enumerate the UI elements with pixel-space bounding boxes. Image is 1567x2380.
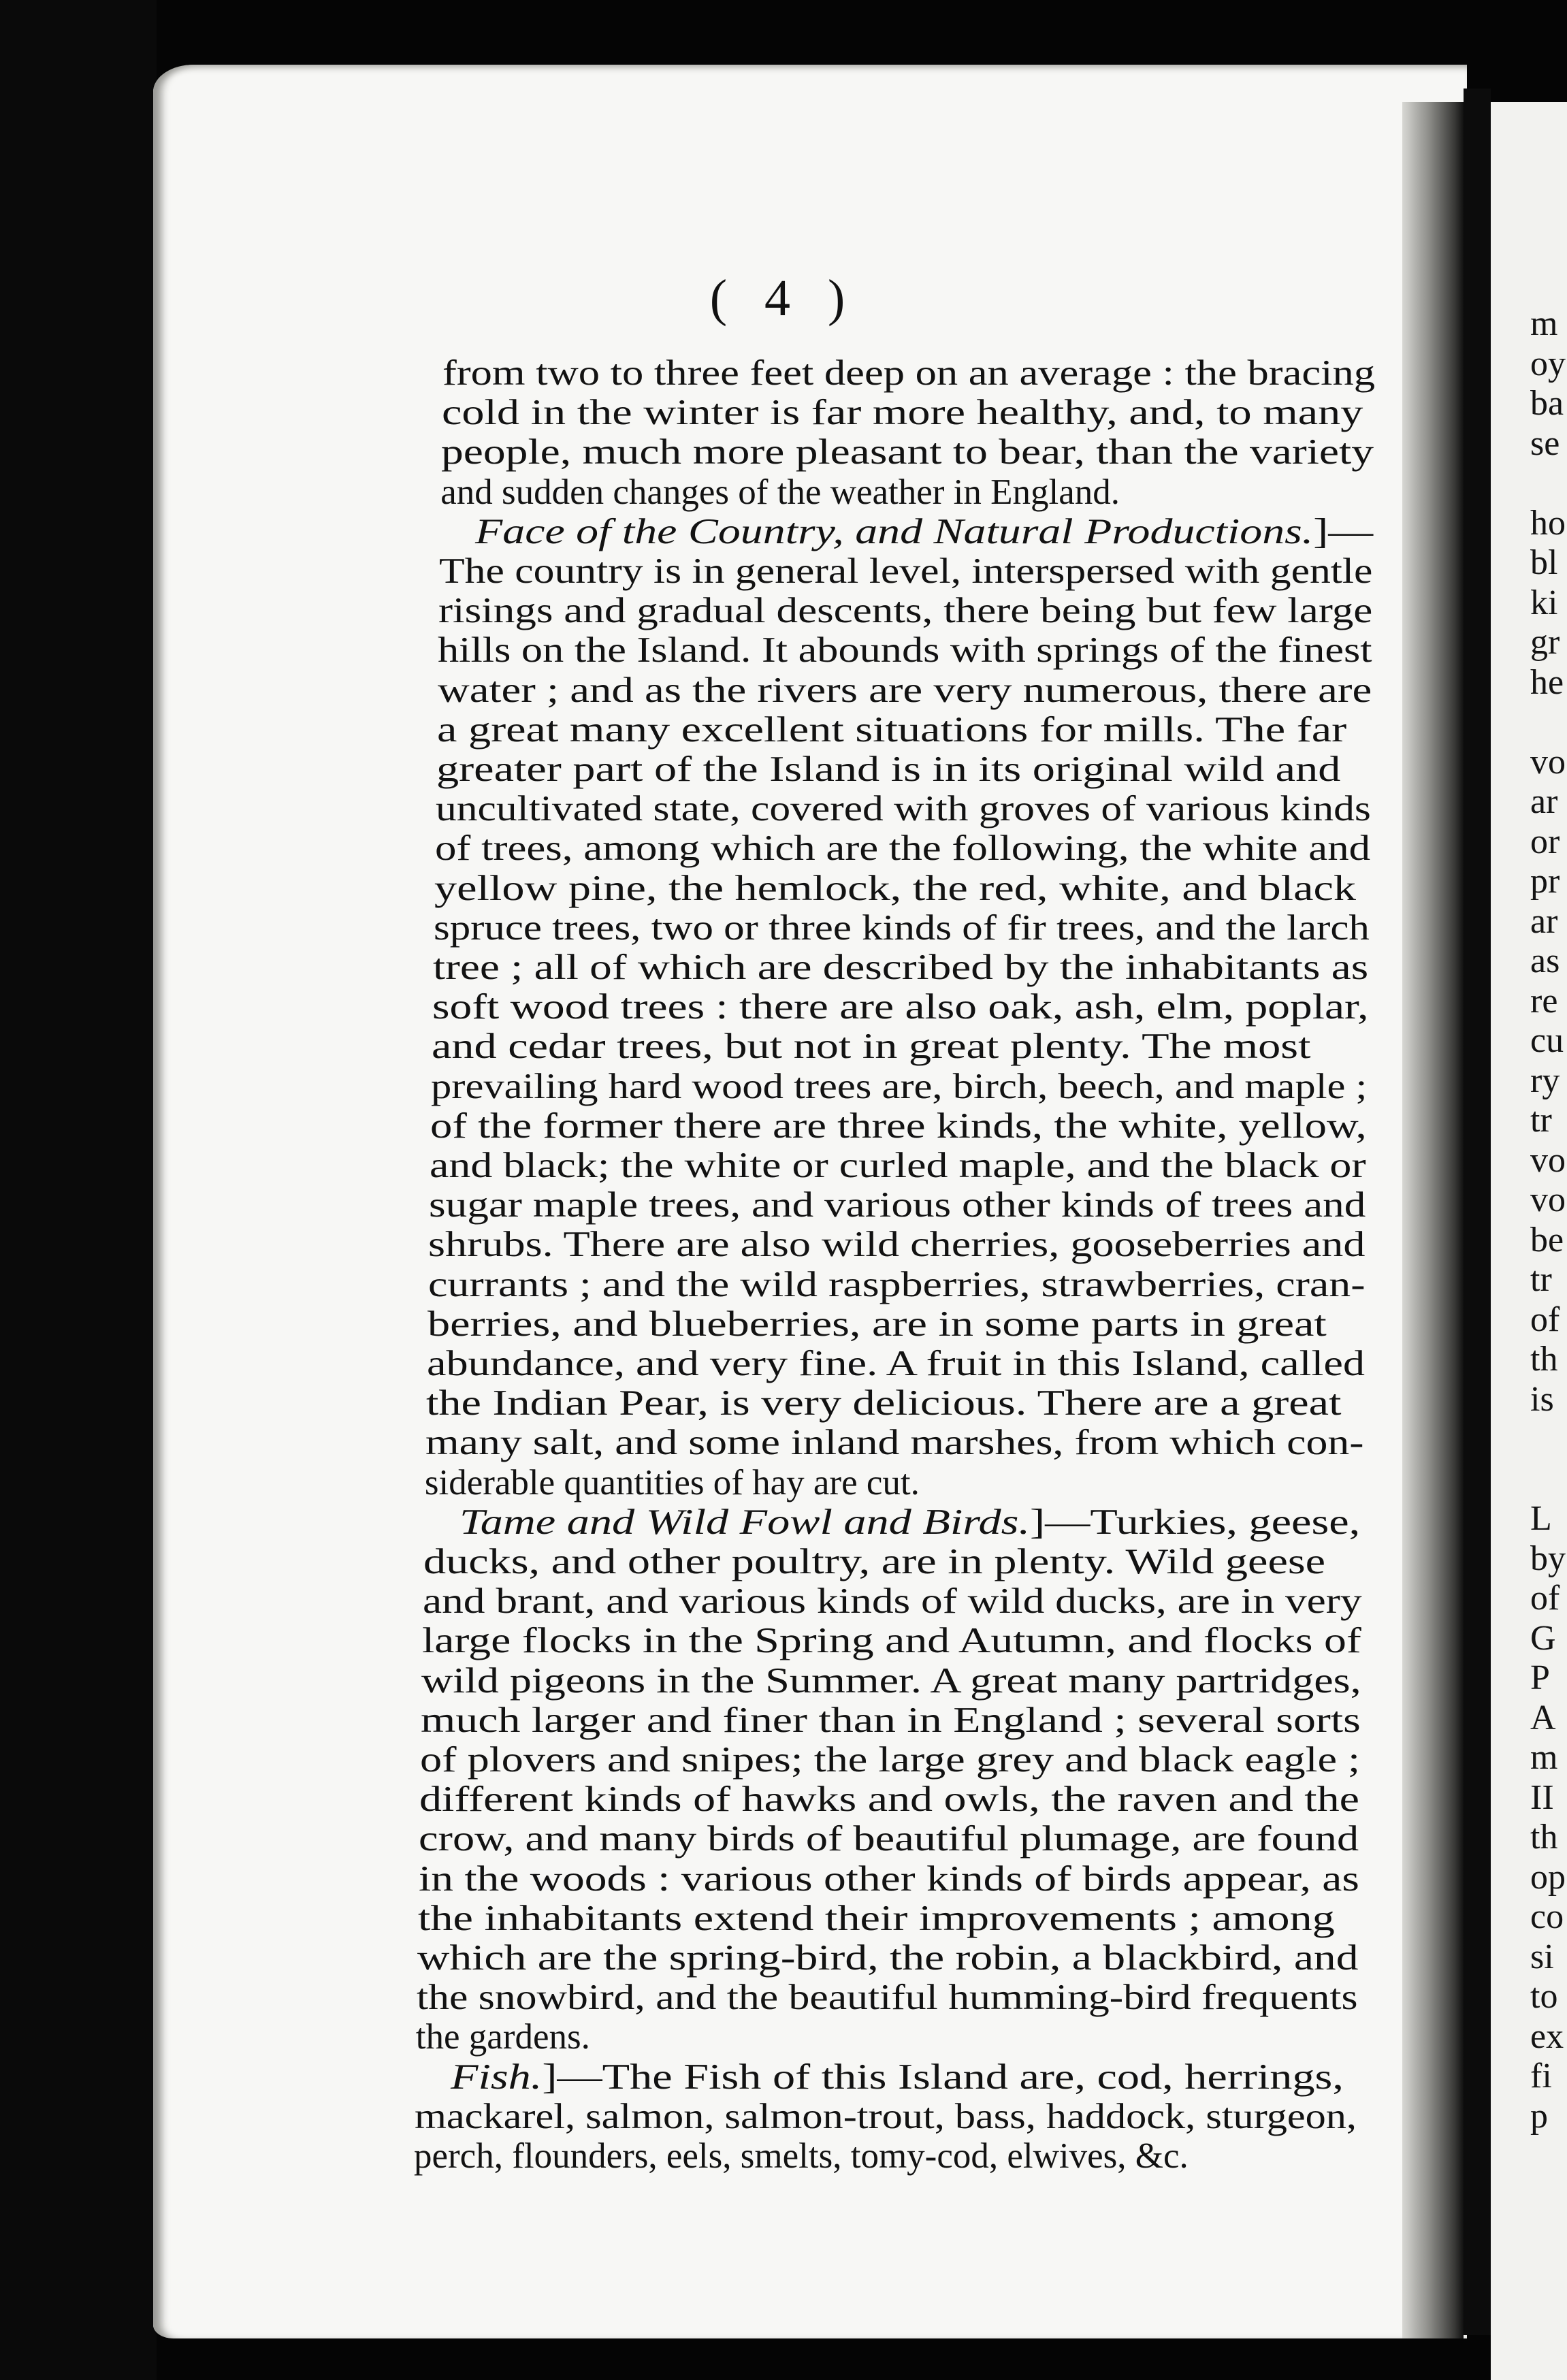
text-line: water ; and as the rivers are very numerous, there are [437,670,1372,710]
facing-page-fragment: vo [1530,1140,1566,1180]
facing-page-fragment: of [1530,1579,1560,1618]
facing-page-fragment: m [1530,1738,1558,1777]
section-heading: Fish. [450,2057,543,2097]
facing-page-fragment: th [1530,1340,1558,1379]
page-fold-shadow [1402,102,1464,2338]
facing-page-fragment: se [1530,423,1560,463]
text-line: shrubs. There are also wild cherries, gooseberries and [428,1225,1366,1265]
facing-page-fragment: vo [1530,1180,1566,1219]
text-line: prevailing hard wood trees are, birch, beech, and maple ; [431,1066,1368,1106]
text-line-body: ]—The Fish of this Island are, cod, herrings, [542,2057,1344,2097]
section-heading: Tame and Wild Fowl and Birds. [459,1502,1030,1542]
text-line: cold in the winter is far more healthy, and, to many [442,393,1363,433]
text-line: people, much more pleasant to bear, than the variety [441,432,1374,472]
text-line: currants ; and the wild raspberries, strawberries, cran- [427,1264,1366,1304]
facing-page-fragment: p [1530,2096,1548,2136]
facing-page-fragment: ki [1530,583,1558,622]
facing-page-fragment: L [1530,1499,1552,1538]
scan-left-border [0,0,157,2380]
text-line: and black; the white or curled maple, and the black or [430,1146,1367,1185]
facing-page-fragment: ry [1530,1061,1560,1100]
facing-page-fragment: ho [1530,503,1566,543]
text-line: uncultivated state, covered with groves of various kinds [435,789,1371,829]
page-number: ( 4 ) [709,270,858,327]
facing-page-fragment: cu [1530,1021,1564,1060]
facing-page-fragment: G [1530,1618,1556,1658]
facing-page-fragment: re [1530,981,1558,1020]
text-line: a great many excellent situations for mills. The far [436,709,1346,750]
text-line: spruce trees, two or three kinds of fir trees, and the larch [433,907,1370,948]
text-line-body: ]— [1313,511,1374,551]
text-line: of plovers and snipes; the large grey and black eagle ; [420,1740,1361,1780]
facing-page-fragment: ba [1530,384,1564,423]
text-line: tree ; all of which are described by the inhabitants as [433,948,1369,987]
text-line: risings and gradual descents, there being but few large [438,591,1373,631]
facing-page-fragment: si [1530,1937,1554,1976]
facing-page-fragment: tr [1530,1260,1552,1299]
facing-page-fragment: fi [1530,2057,1552,2095]
text-line [475,511,1374,551]
text-line: hills on the Island. It abounds with springs of the finest [438,630,1373,671]
text-line [459,1502,1361,1542]
facing-page-fragment: to [1530,1977,1558,2016]
text-line: mackarel, salmon, salmon-trout, bass, haddock, sturgeon, [414,2096,1357,2136]
facing-page-fragment: as [1530,942,1560,980]
facing-page-fragment: op [1530,1857,1566,1897]
text-line: large flocks in the Spring and Autumn, and flocks of [422,1621,1361,1661]
text-line: and brant, and various kinds of wild ducks, are in very [423,1581,1362,1622]
facing-page-fragment: be [1530,1220,1564,1259]
facing-page-fragment: is [1530,1379,1554,1419]
facing-page-fragment: II [1530,1778,1554,1817]
text-line: perch, flounders, eels, smelts, tomy-cod, elwives, &c. [414,2136,1189,2176]
text-line: berries, and blueberries, are in some parts in great [427,1304,1327,1344]
text-line: much larger and finer than in England ; several sorts [421,1700,1361,1740]
text-line [451,2059,1344,2095]
facing-page-fragment: ex [1530,2016,1564,2056]
text-line: crow, and many birds of beautiful plumage, are found [419,1819,1359,1859]
text-line: The country is in general level, interspersed with gentle [439,551,1373,591]
text-line-body: ]—Turkies, geese, [1029,1502,1361,1542]
facing-page-fragment: vo [1530,742,1566,782]
book-gutter [1464,89,1491,2335]
text-line: the snowbird, and the beautiful humming-bird frequents [416,1978,1358,2018]
facing-page-fragment: P [1530,1658,1550,1697]
facing-page-fragment: m [1530,304,1558,343]
text-line: greater part of the Island is in its original wild and [436,750,1340,789]
text-line: the Indian Pear, is very delicious. There are a great [425,1383,1342,1424]
text-line: the gardens. [415,2017,590,2057]
facing-page-fragment: gr [1530,623,1560,662]
facing-page-fragment: bl [1530,543,1558,582]
text-line: which are the spring-bird, the robin, a blackbird, and [417,1938,1359,1978]
section-heading: Face of the Country, and Natural Productions. [475,511,1314,551]
text-line: siderable quantities of hay are cut. [424,1462,920,1502]
facing-page-fragment: tr [1530,1101,1552,1140]
facing-page-fragment: he [1530,662,1564,702]
facing-page-fragment: pr [1530,862,1560,901]
text-line: of trees, among which are the following, the white and [434,829,1370,869]
text-line: and cedar trees, but not in great plenty. The most [432,1027,1311,1067]
text-line: and sudden changes of the weather in England. [440,472,1120,512]
facing-page-fragment: oy [1530,344,1566,383]
text-line: from two to three feet deep on an average : the bracing [442,353,1376,393]
facing-page-fragment: ar [1530,782,1558,821]
text-line: ducks, and other poultry, are in plenty. Wild geese [423,1542,1326,1581]
text-line: different kinds of hawks and owls, the raven and the [419,1780,1360,1820]
text-line: sugar maple trees, and various other kinds of trees and [429,1185,1366,1225]
facing-page-fragment: by [1530,1539,1566,1578]
text-line: of the former there are three kinds, the white, yellow, [430,1106,1367,1146]
facing-page-fragment: of [1530,1300,1560,1339]
text-line: abundance, and very fine. A fruit in this Island, called [426,1344,1365,1383]
text-line: in the woods : various other kinds of birds appear, as [418,1859,1359,1899]
text-line: the inhabitants extend their improvements ; among [417,1898,1335,1938]
facing-page-fragment: A [1530,1698,1556,1737]
text-line: soft wood trees : there are also oak, ash, elm, poplar, [432,987,1369,1027]
text-line: many salt, and some inland marshes, from which con- [425,1423,1364,1463]
facing-page-fragment: co [1530,1897,1564,1936]
facing-page-fragment: or [1530,822,1560,861]
facing-page-fragment: th [1530,1818,1558,1856]
facing-page-fragment: ar [1530,901,1558,941]
text-line: yellow pine, the hemlock, the red, white, and black [434,868,1356,908]
text-line: wild pigeons in the Summer. A great many partridges, [421,1660,1361,1701]
